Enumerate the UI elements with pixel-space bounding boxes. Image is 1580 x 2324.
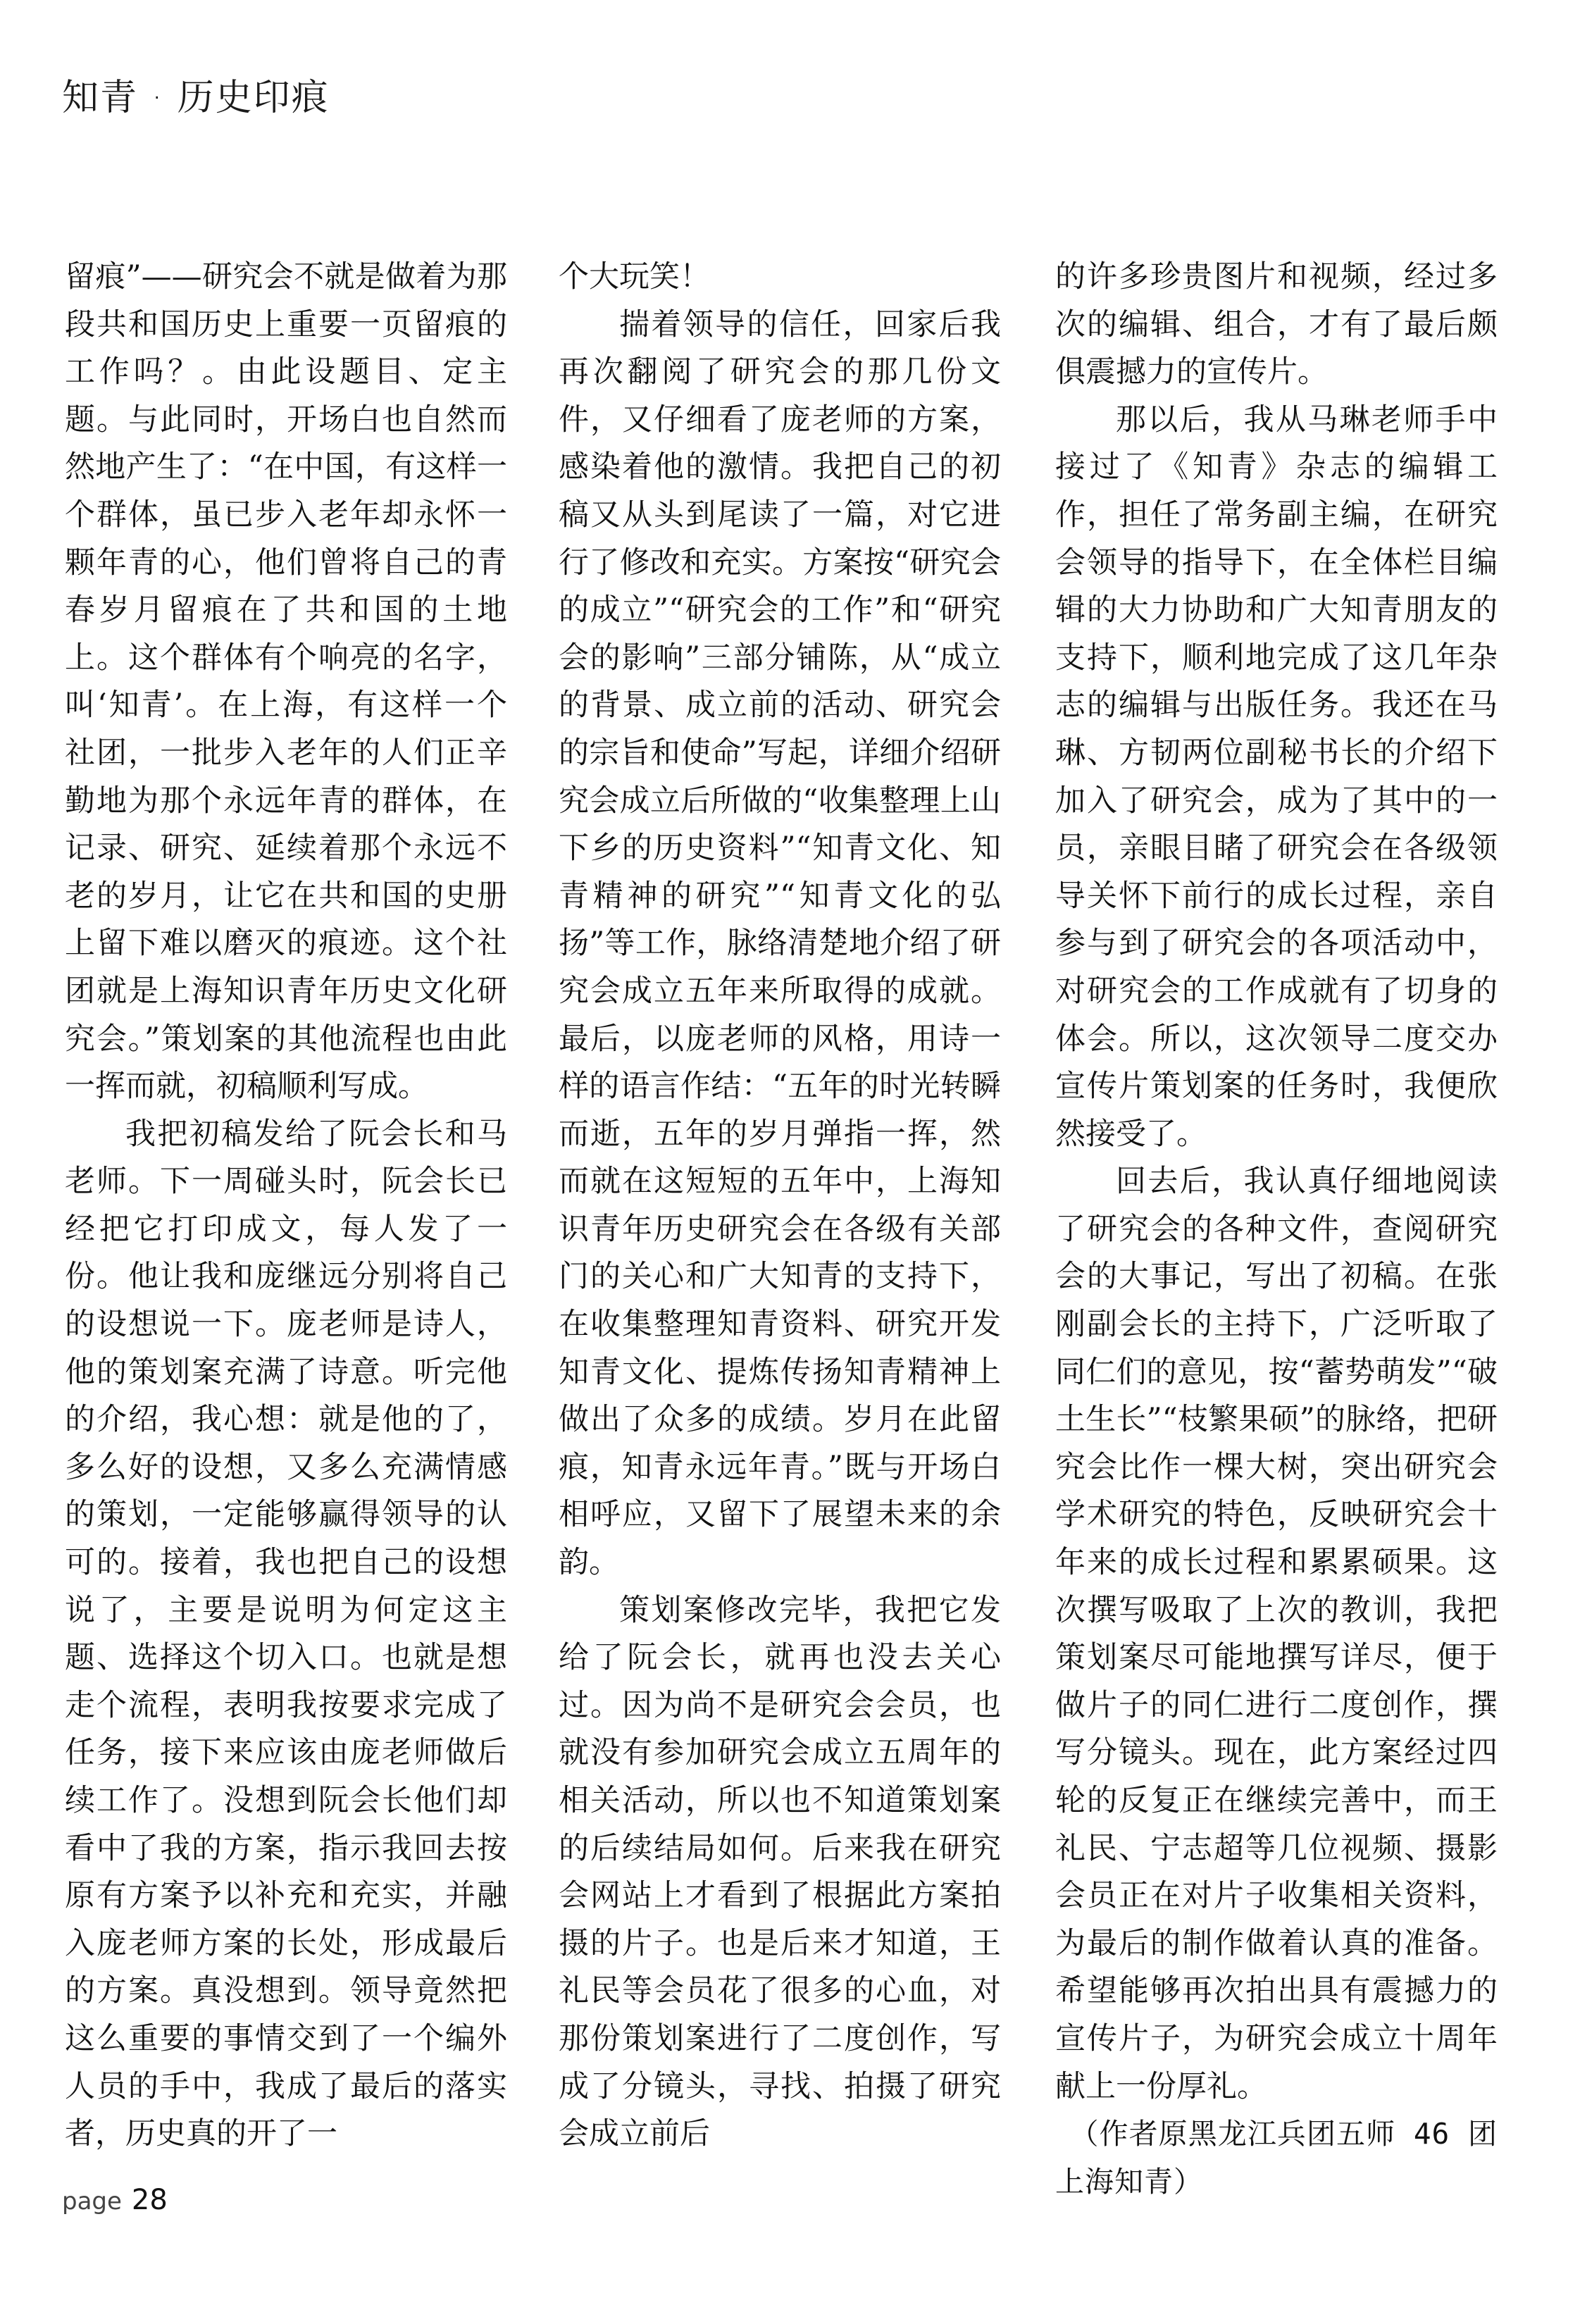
page-number: 28 bbox=[131, 2184, 168, 2216]
page-footer bbox=[62, 2184, 168, 2216]
text-column-2 bbox=[559, 254, 1001, 2158]
paragraph: 回去后，我认真仔细地阅读了研究会的各种文件，查阅研究会的大事记，写出了初稿。在张刚副会长的主持下，广泛听取了同仁们的意见，按“蓄势萌发”“破土生长”“枝繁果硕”的脉络，把研究会比作一棵大树，突出研究会学术研究的特色，反映研究会十年来的成长过程和累累硕果。这次撰写吸取了上次的教训，我把策划案尽可能地撰写详尽，便于做片子的同仁进行二度创作，撰写分镜头。现在，此方案经过四轮的反复正在继续完善中，而王礼民、宁志超等几位视频、摄影会员正在对片子收集相关资料，为最后的制作做着认真的准备。希望能够再次拍出具有震撼力的宣传片子，为研究会成立十周年献上一份厚礼。 bbox=[1055, 1164, 1498, 2104]
section-header: 知青 · 历史印痕 bbox=[62, 77, 330, 119]
paragraph: 留痕”——研究会不就是做着为那段共和国历史上重要一页留痕的工作吗？。由此设题目、定主题。与此同时，开场白也自然而然地产生了：“在中国，有这样一个群体，虽已步入老年却永怀一颗年青的心，他们曾将自己的青春岁月留痕在了共和国的土地上。这个群体有个响亮的名字，叫‘知青’。在上海，有这样一个社团，一批步入老年的人们正辛勤地为那个永远年青的群体，在记录、研究、延续着那个永远不老的岁月，让它在共和国的史册上留下难以磨灭的痕迹。这个社团就是上海知识青年历史文化研究会。”策划案的其他流程也由此一挥而就，初稿顺利写成。 bbox=[65, 259, 507, 1105]
paragraph: 我把初稿发给了阮会长和马老师。下一周碰头时，阮会长已经把它打印成文，每人发了一份。他让我和庞继远分别将自己的设想说一下。庞老师是诗人，他的策划案充满了诗意。听完他的介绍，我心想：就是他的了，多么好的设想，又多么充满情感的策划，一定能够赢得领导的认可的。接着，我也把自己的设想说了，主要是说明为何定这主题、选择这个切入口。也就是想走个流程，表明我按要求完成了任务，接下来应该由庞老师做后续工作了。没想到阮会长他们却看中了我的方案，指示我回去按原有方案予以补充和充实，并融入庞老师方案的长处，形成最后的方案。真没想到。领导竟然把这么重要的事情交到了一个编外人员的手中，我成了最后的落实者，历史真的开了一 bbox=[65, 1116, 507, 2152]
text-column-3 bbox=[1055, 254, 1498, 2206]
page-label: page bbox=[62, 2187, 122, 2216]
paragraph: 个大玩笑！ bbox=[559, 259, 710, 294]
paragraph: 的许多珍贵图片和视频，经过多次的编辑、组合，才有了最后颇俱震撼力的宣传片。 bbox=[1055, 259, 1498, 390]
paragraph: 揣着领导的信任，回家后我再次翻阅了研究会的那几份文件，又仔细看了庞老师的方案，感染着他的激情。我把自己的初稿又从头到尾读了一篇，对它进行了修改和充实。方案按“研究会的成立”“研究会的工作”和“研究会的影响”三部分铺陈，从“成立的背景、成立前的活动、研究会的宗旨和使命”写起，详细介绍研究会成立后所做的“收集整理上山下乡的历史资料”“知青文化、知青精神的研究”“知青文化的弘扬”等工作，脉络清楚地介绍了研究会成立五年来所取得的成就。最后，以庞老师的风格，用诗一样的语言作结：“五年的时光转瞬而逝，五年的岁月弹指一挥，然而就在这短短的五年中，上海知识青年历史研究会在各级有关部门的关心和广大知青的支持下，在收集整理知青资料、研究开发知青文化、提炼传扬知青精神上做出了众多的成绩。岁月在此留痕，知青永远年青。”既与开场白相呼应，又留下了展望未来的余韵。 bbox=[559, 306, 1001, 1581]
paragraph: 策划案修改完毕，我把它发给了阮会长，就再也没去关心过。因为尚不是研究会会员，也就没有参加研究会成立五周年的相关活动，所以也不知道策划案的后续结局如何。后来我在研究会网站上才看到了根据此方案拍摄的片子。也是后来才知道，王礼民等会员花了很多的心血，对那份策划案进行了二度创作，写成了分镜头，寻找、拍摄了研究会成立前后 bbox=[559, 1592, 1001, 2152]
paragraph: 那以后，我从马琳老师手中接过了《知青》杂志的编辑工作，担任了常务副主编，在研究会领导的指导下，在全体栏目编辑的大力协助和广大知青朋友的支持下，顺利地完成了这几年杂志的编辑与出版任务。我还在马琳、方韧两位副秘书长的介绍下加入了研究会，成为了其中的一员，亲眼目睹了研究会在各级领导关怀下前行的成长过程，亲自参与到了研究会的各项活动中，对研究会的工作成就有了切身的体会。所以，这次领导二度交办宣传片策划案的任务时，我便欣然接受了。 bbox=[1055, 402, 1498, 1152]
text-column-1 bbox=[65, 254, 507, 2158]
author-byline: （作者原黑龙江兵团五师 46 团上海知青） bbox=[1055, 2117, 1498, 2199]
